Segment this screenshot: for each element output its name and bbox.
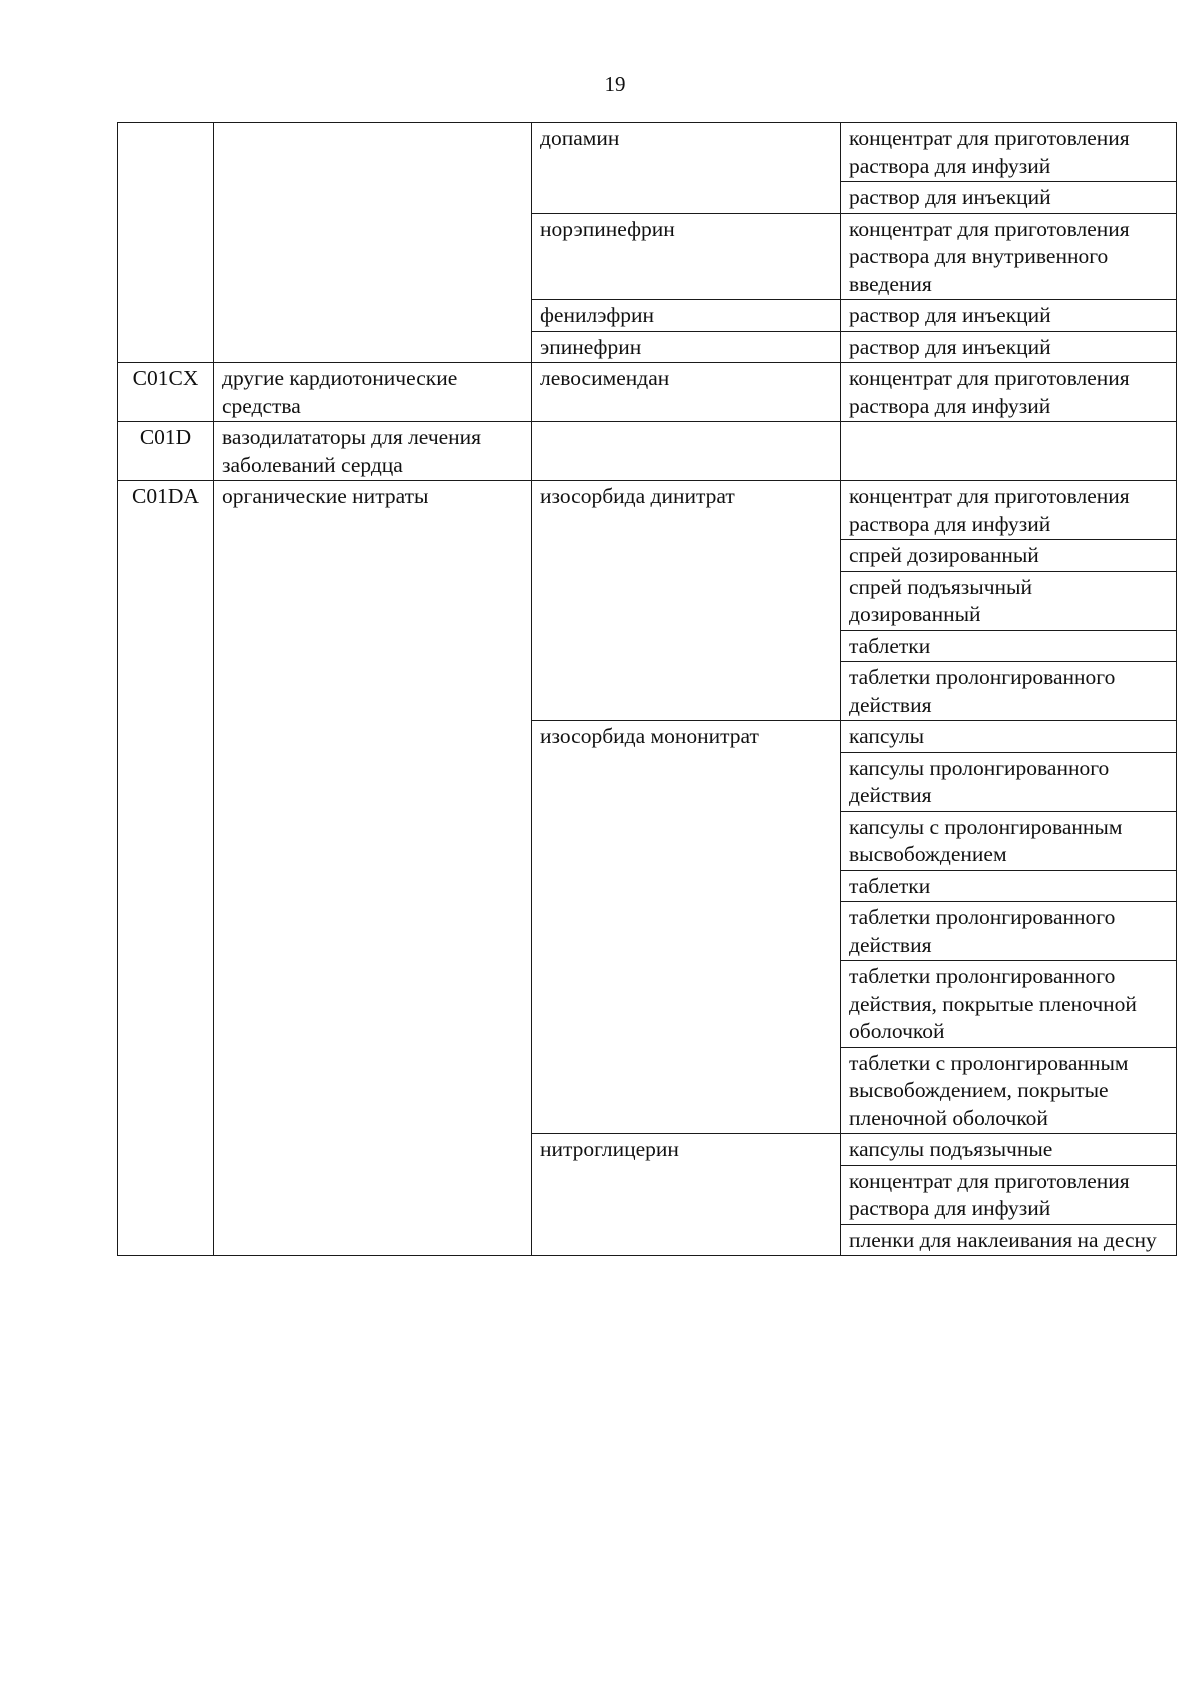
dosage-form-cell: капсулы bbox=[841, 721, 1177, 753]
dosage-form-cell bbox=[841, 422, 1177, 481]
dosage-form-cell: капсулы подъязычные bbox=[841, 1134, 1177, 1166]
table-row bbox=[118, 481, 1177, 540]
substance-name-cell: допамин bbox=[532, 123, 841, 214]
atc-code-cell: C01DA bbox=[118, 481, 214, 1256]
table-row bbox=[118, 422, 1177, 481]
dosage-form-cell: таблетки пролонгированного действия, покрытые пленочной оболочкой bbox=[841, 961, 1177, 1048]
atc-code-cell: C01CX bbox=[118, 363, 214, 422]
dosage-form-cell: раствор для инъекций bbox=[841, 300, 1177, 332]
dosage-form-cell: таблетки bbox=[841, 630, 1177, 662]
dosage-form-cell: спрей дозированный bbox=[841, 540, 1177, 572]
dosage-form-cell: таблетки пролонгированного действия bbox=[841, 902, 1177, 961]
dosage-form-cell: таблетки bbox=[841, 870, 1177, 902]
drug-table bbox=[117, 122, 1177, 1256]
substance-name-cell: изосорбида мононитрат bbox=[532, 721, 841, 1134]
dosage-form-cell: капсулы пролонгированного действия bbox=[841, 752, 1177, 811]
table-row bbox=[118, 123, 1177, 182]
dosage-form-cell: таблетки пролонгированного действия bbox=[841, 662, 1177, 721]
dosage-form-cell: таблетки с пролонгированным высвобождением, покрытые пленочной оболочкой bbox=[841, 1047, 1177, 1134]
dosage-form-cell: раствор для инъекций bbox=[841, 331, 1177, 363]
atc-code-cell bbox=[118, 123, 214, 363]
dosage-form-cell: концентрат для приготовления раствора для инфузий bbox=[841, 123, 1177, 182]
substance-name-cell: нитроглицерин bbox=[532, 1134, 841, 1256]
group-name-cell: другие кардиотонические средства bbox=[214, 363, 532, 422]
group-name-cell: органические нитраты bbox=[214, 481, 532, 1256]
dosage-form-cell: капсулы с пролонгированным высвобождением bbox=[841, 811, 1177, 870]
dosage-form-cell: пленки для наклеивания на десну bbox=[841, 1224, 1177, 1256]
substance-name-cell: эпинефрин bbox=[532, 331, 841, 363]
substance-name-cell: левосимендан bbox=[532, 363, 841, 422]
dosage-form-cell: концентрат для приготовления раствора для инфузий bbox=[841, 363, 1177, 422]
page-number: 19 bbox=[604, 72, 626, 96]
dosage-form-cell: концентрат для приготовления раствора для инфузий bbox=[841, 1165, 1177, 1224]
dosage-form-cell: концентрат для приготовления раствора для внутривенного введения bbox=[841, 213, 1177, 300]
substance-name-cell bbox=[532, 422, 841, 481]
table-row bbox=[118, 363, 1177, 422]
dosage-form-cell: спрей подъязычный дозированный bbox=[841, 571, 1177, 630]
drug-table-body bbox=[118, 123, 1177, 1256]
dosage-form-cell: раствор для инъекций bbox=[841, 182, 1177, 214]
substance-name-cell: норэпинефрин bbox=[532, 213, 841, 300]
group-name-cell bbox=[214, 123, 532, 363]
substance-name-cell: фенилэфрин bbox=[532, 300, 841, 332]
dosage-form-cell: концентрат для приготовления раствора для инфузий bbox=[841, 481, 1177, 540]
atc-code-cell: C01D bbox=[118, 422, 214, 481]
group-name-cell: вазодилататоры для лечения заболеваний сердца bbox=[214, 422, 532, 481]
substance-name-cell: изосорбида динитрат bbox=[532, 481, 841, 721]
